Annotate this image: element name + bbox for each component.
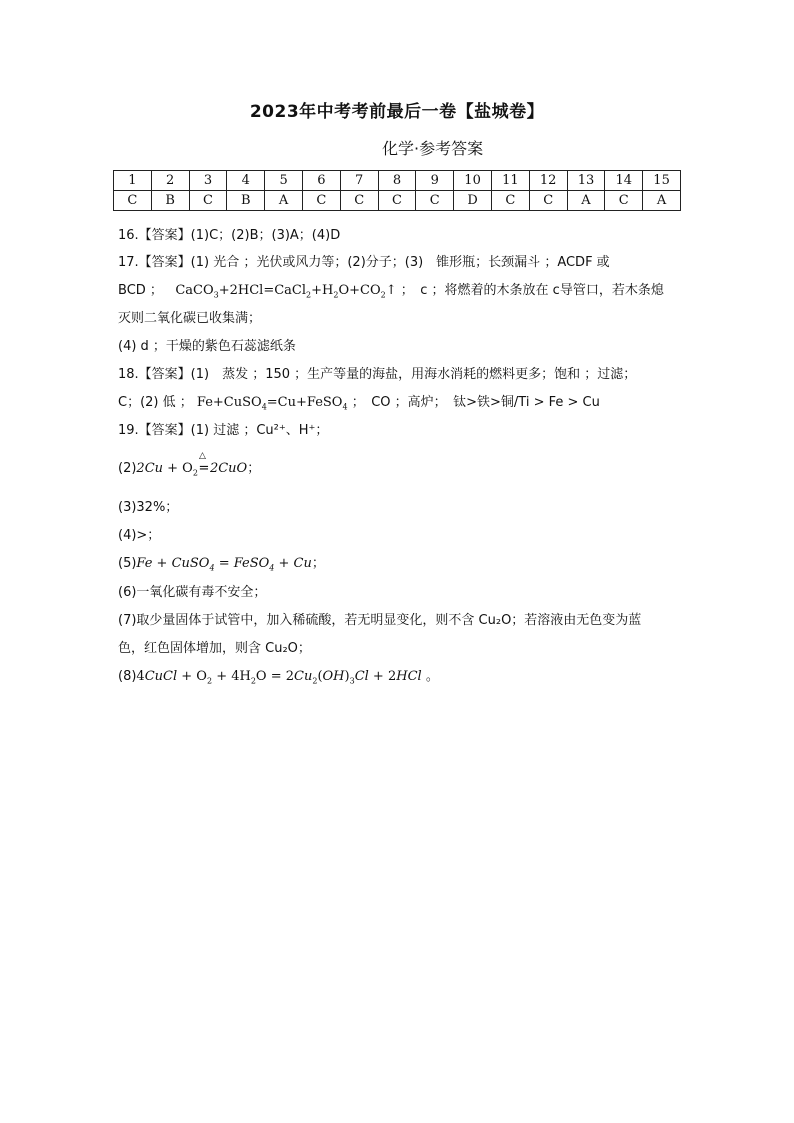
- table-cell: C: [529, 191, 567, 211]
- q17-line-1: 17.【答案】(1) 光合 ；光伏或风力等；(2)分子；(3) 锥形瓶；长颈漏斗 ；ACDF 或: [118, 255, 610, 270]
- q19-equation-2: 2Cu +: [136, 461, 183, 476]
- q19-part-7a: (7)取少量固体于试管中，加入稀硫酸，若无明显变化，则不含 Cu₂O；若溶液由无色变为蓝: [118, 613, 642, 628]
- table-cell: 6: [302, 171, 340, 191]
- q18-equation: Fe+CuSO$_4$=Cu+FeSO$_4$: [196, 395, 348, 412]
- q17-line-3: 灭则二氧化碳已收集满；: [118, 311, 262, 326]
- q19-part-6: (6)一氧化碳有毒不安全；: [118, 585, 267, 600]
- q19-part-3: (3)32%；: [118, 500, 179, 515]
- table-cell: C: [605, 191, 643, 211]
- q19-part-5-suffix: ；: [311, 556, 325, 571]
- table-cell: C: [340, 191, 378, 211]
- page-subtitle: 化学·参考答案: [382, 139, 484, 158]
- table-cell: 13: [567, 171, 605, 191]
- table-cell: 14: [605, 171, 643, 191]
- q18-line-2-suffix: ； CO ；高炉； 钛>铁>铜/Ti > Fe > Cu: [351, 395, 600, 410]
- answer-table: [113, 170, 681, 211]
- q19-part-4: (4)>；: [118, 528, 161, 543]
- table-cell: 9: [416, 171, 454, 191]
- q19-equation-8: 4CuCl + $O_2 + 4H_2O = 2Cu_2(OH)_3Cl + 2HCl$: [136, 669, 422, 686]
- answer-table-answer-row: [114, 191, 681, 211]
- q19-equation-5: Fe + CuSO$_4$ = FeSO$_4$ + Cu: [136, 556, 312, 573]
- table-cell: 4: [227, 171, 265, 191]
- q19-part-2: $(2)2Cu + O_2$ △ =2CuO；: [118, 451, 261, 478]
- table-cell: 10: [454, 171, 492, 191]
- table-cell: 3: [189, 171, 227, 191]
- q18-line-2: [118, 391, 600, 412]
- page-title: 2023年中考考前最后一卷【盐城卷】: [249, 102, 545, 122]
- q19-part-2-prefix: (2): [118, 461, 137, 476]
- q19-part-5: [118, 552, 325, 573]
- q16-answer: 16.【答案】(1)C；(2)B；(3)A；(4)D: [118, 228, 341, 243]
- q18-line-2-prefix: C；(2) 低 ；: [118, 395, 193, 410]
- q17-line-4: (4) d ；干燥的紫色石蕊滤纸条: [118, 339, 296, 354]
- table-cell: 11: [491, 171, 529, 191]
- q19-part-8-suffix: 。: [425, 669, 439, 684]
- table-cell: C: [302, 191, 340, 211]
- table-cell: 7: [340, 171, 378, 191]
- table-cell: A: [265, 191, 303, 211]
- heat-triangle-icon: △ =: [198, 451, 210, 476]
- table-cell: 1: [114, 171, 152, 191]
- table-cell: 5: [265, 171, 303, 191]
- table-cell: A: [643, 191, 681, 211]
- q19-part-8: [118, 665, 439, 686]
- q19-part-5-prefix: (5): [118, 556, 137, 571]
- q17-line-2-suffix: ； c ；将燃着的木条放在 c导管口，若木条熄: [400, 283, 664, 298]
- table-cell: C: [189, 191, 227, 211]
- table-cell: C: [114, 191, 152, 211]
- q19-part-8-prefix: (8): [118, 669, 137, 684]
- table-cell: D: [454, 191, 492, 211]
- q18-line-1: 18.【答案】(1) 蒸发 ；150 ；生产等量的海盐，用海水消耗的燃料更多；饱和 ；过滤；: [118, 367, 637, 382]
- table-cell: A: [567, 191, 605, 211]
- table-cell: 8: [378, 171, 416, 191]
- q17-line-2-prefix: BCD ；: [118, 283, 163, 298]
- table-cell: B: [227, 191, 265, 211]
- q17-equation: $CaCO_3+2HCl=CaCl_2+H_2O+CO_2↑$: [167, 283, 397, 300]
- table-cell: B: [151, 191, 189, 211]
- table-cell: 12: [529, 171, 567, 191]
- q19-line-1: 19.【答案】(1) 过滤 ；Cu²⁺、H⁺；: [118, 423, 329, 438]
- q17-line-2: [118, 279, 664, 300]
- table-cell: 15: [643, 171, 681, 191]
- q19-part-7b: 色，红色固体增加，则含 Cu₂O；: [118, 641, 311, 656]
- table-cell: C: [491, 191, 529, 211]
- q19-part-2-suffix: ；: [247, 461, 261, 476]
- table-cell: 2: [151, 171, 189, 191]
- table-cell: C: [416, 191, 454, 211]
- answer-table-number-row: [114, 171, 681, 191]
- table-cell: C: [378, 191, 416, 211]
